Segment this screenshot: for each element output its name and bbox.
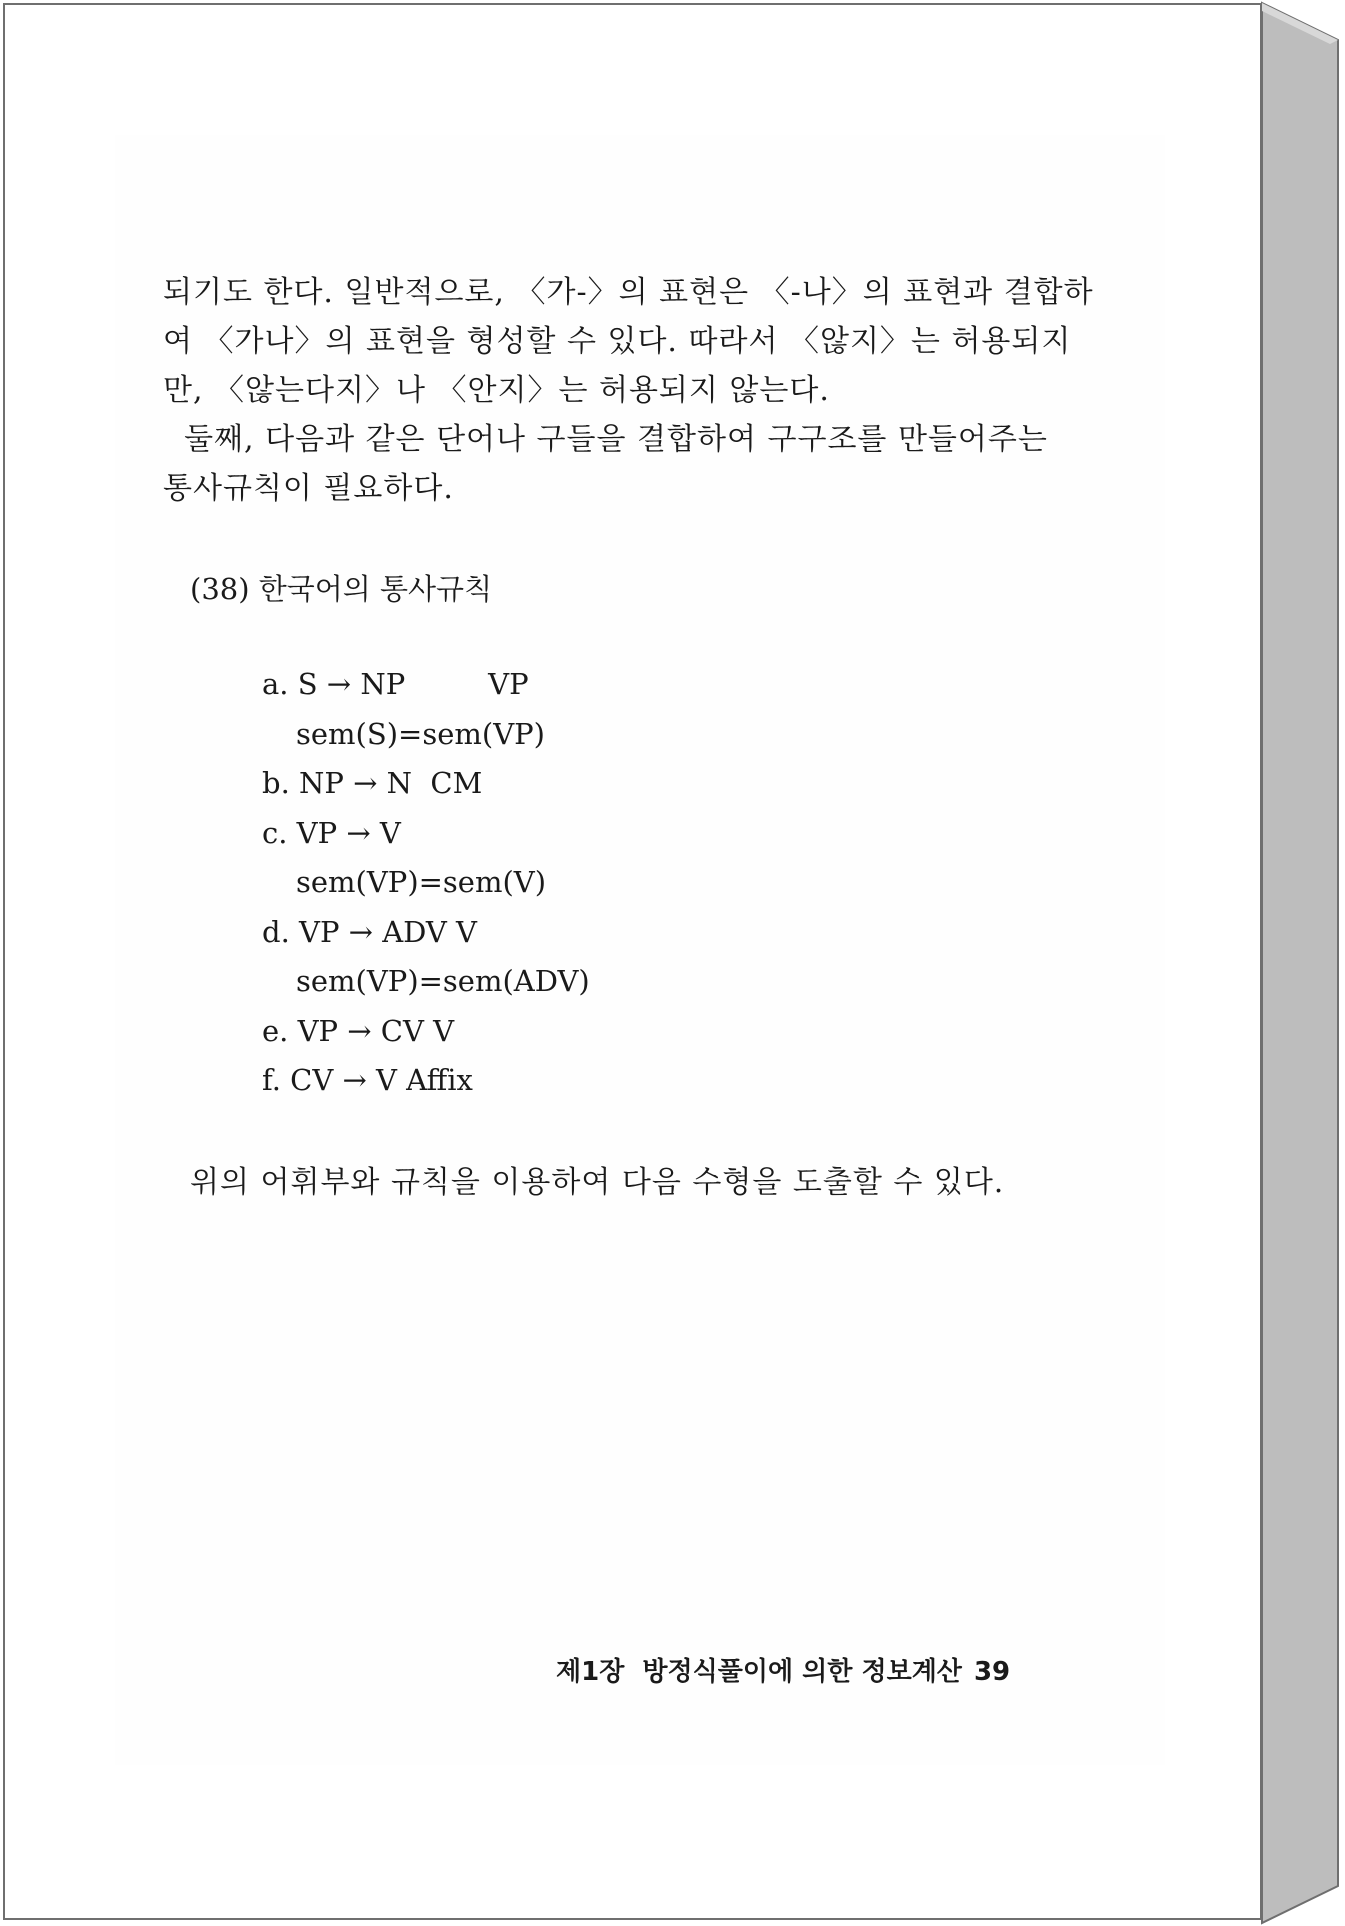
rule-item: e. VP → CV V xyxy=(262,1013,455,1048)
closing-sentence: 위의 어휘부와 규칙을 이용하여 다음 수형을 도출할 수 있다. xyxy=(190,1165,1005,1200)
text-line: 만, 〈않는다지〉나 〈안지〉는 허용되지 않는다. xyxy=(163,373,830,408)
example-heading: (38) 한국어의 통사규칙 xyxy=(190,572,493,606)
page-number: 39 xyxy=(973,1657,1011,1687)
rule-item: c. VP → V xyxy=(262,815,401,850)
text-line: 둘째, 다음과 같은 단어나 구들을 결합하여 구구조를 만들어주는 xyxy=(163,422,1048,457)
rule-item: b. NP → N CM xyxy=(262,766,483,800)
paragraph-second xyxy=(163,415,1048,513)
chapter-title: 제1장 방정식풀이에 의한 정보계산 xyxy=(556,1657,962,1687)
semantic-rule: sem(VP)=sem(ADV) xyxy=(296,964,590,998)
semantic-rule: sem(S)=sem(VP) xyxy=(296,716,545,751)
rule-item: a. S → NP VP xyxy=(262,667,529,701)
paragraph-continuation xyxy=(163,268,1094,415)
text-line: 되기도 한다. 일반적으로, 〈가-〉의 표현은 〈-나〉의 표현과 결합하 xyxy=(163,275,1094,310)
rule-item: d. VP → ADV V xyxy=(262,914,477,949)
syntax-rule-list xyxy=(262,660,590,1106)
running-footer xyxy=(556,1651,1010,1688)
text-line: 여 〈가나〉의 표현을 형성할 수 있다. 따라서 〈않지〉는 허용되지 xyxy=(163,324,1072,359)
semantic-rule: sem(VP)=sem(V) xyxy=(296,865,547,899)
text-line: 통사규칙이 필요하다. xyxy=(163,471,454,506)
rule-item: f. CV → V Affix xyxy=(262,1063,473,1097)
